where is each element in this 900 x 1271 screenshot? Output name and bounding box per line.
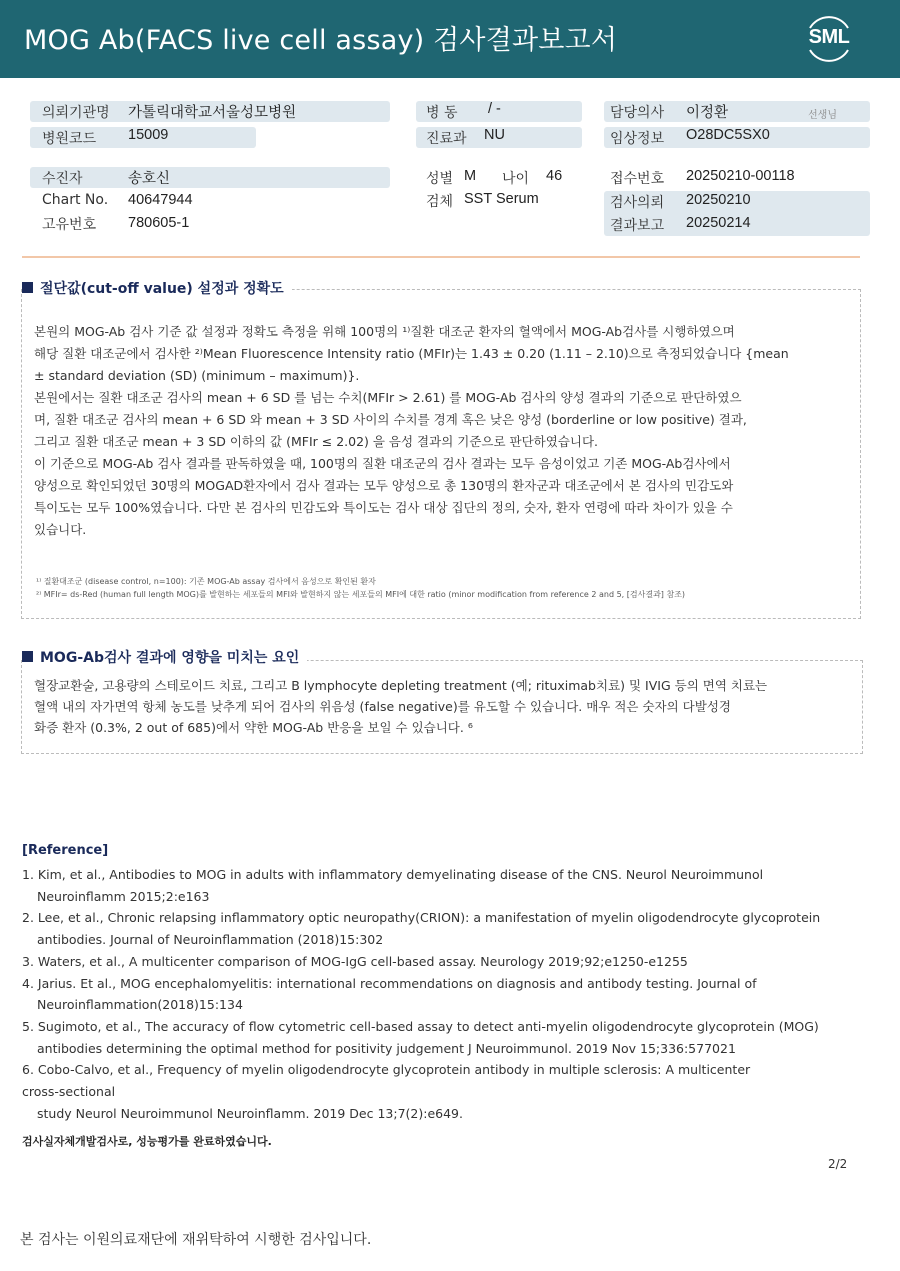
reference-line: Neuroinflammation(2018)15:134 xyxy=(37,997,243,1013)
clinical-value: O28DC5SX0 xyxy=(686,127,770,143)
hospital-code-value: 15009 xyxy=(128,127,169,143)
section1-line: 며, 질환 대조군 검사의 mean + 6 SD 와 mean + 3 SD 사이의 수치를 경계 혹은 낮은 양성 (borderline or low positive) 결과, xyxy=(34,412,747,427)
section-square-icon xyxy=(22,282,33,293)
doctor-value: 이정환 xyxy=(686,105,729,121)
uid-label: 고유번호 xyxy=(42,217,97,233)
section1-title xyxy=(22,278,292,298)
age-label: 나이 xyxy=(502,171,530,187)
validation-note: 검사실자체개발검사로, 성능평가를 완료하였습니다. xyxy=(22,1135,272,1148)
section1-line: 그리고 질환 대조군 mean + 3 SD 이하의 값 (MFIr ≤ 2.02) 을 음성 결과의 기준으로 판단하였습니다. xyxy=(34,434,599,449)
receipt-label: 접수번호 xyxy=(610,171,665,187)
section2-line: 혈액 내의 자가면역 항체 농도를 낮추게 되어 검사의 위음성 (false negative)를 유도할 수 있습니다. 매우 적은 숫자의 다발성경 xyxy=(34,699,731,714)
reference-line: 6. Cobo-Calvo, et al., Frequency of myelin oligodendrocyte glycoprotein antibody in multiple sclerosis: A multicenter xyxy=(22,1062,751,1078)
section2-title-text: MOG-Ab검사 결과에 영향을 미치는 요인 xyxy=(40,650,300,666)
request-label: 검사의뢰 xyxy=(610,195,665,211)
reference-line: 2. Lee, et al., Chronic relapsing inflammatory optic neuropathy(CRION): a manifestation of myelin oligodendrocyte glycoprotein xyxy=(22,910,821,926)
reference-line: 3. Waters, et al., A multicenter comparison of MOG-IgG cell-based assay. Neurology 2019;92;e1250-e1255 xyxy=(22,953,688,969)
sex-label: 성별 xyxy=(426,171,454,187)
chart-value: 40647944 xyxy=(128,192,193,208)
specimen-value: SST Serum xyxy=(464,191,539,207)
section1-body xyxy=(34,321,849,541)
section2-line: 혈장교환술, 고용량의 스테로이드 치료, 그리고 B lymphocyte depleting treatment (예; rituximab치료) 및 IVIG 등의 면역 치료는 xyxy=(34,678,768,693)
reference-heading: [Reference] xyxy=(22,843,109,858)
section1-title-text: 절단값(cut-off value) 설정과 정확도 xyxy=(40,281,284,297)
reference-line: antibodies determining the optimal method for positivity judgement J Neuroimmunol. 2019 Nov 15;336:577021 xyxy=(37,1040,736,1056)
reference-line: 1. Kim, et al., Antibodies to MOG in adults with inflammatory demyelinating disease of the CNS. Neurol Neuroimmunol xyxy=(22,867,764,882)
section1-line: 이 기준으로 MOG-Ab 검사 결과를 판독하였을 때, 100명의 질환 대조군의 검사 결과는 모두 음성이었고 기존 MOG-Ab검사에서 xyxy=(34,456,731,471)
footnote-1: ¹⁾ 질환대조군 (disease control, n=100): 기존 MOG-Ab assay 검사에서 음성으로 확인된 환자 xyxy=(36,577,376,586)
section-square-icon xyxy=(22,651,33,662)
doctor-suffix: 선생님 xyxy=(808,110,837,121)
reference-line: antibodies. Journal of Neuroinflammation (2018)15:302 xyxy=(37,932,384,948)
patient-pill xyxy=(30,167,390,188)
reference-line: 5. Sugimoto, et al., The accuracy of flow cytometric cell-based assay to detect anti-myelin oligodendrocyte glycoprotein (MOG) xyxy=(22,1018,819,1034)
chart-label: Chart No. xyxy=(42,192,109,208)
section1-line: 특이도는 모두 100%였습니다. 다만 본 검사의 민감도와 특이도는 검사 대상 집단의 정의, 숫자, 환자 연령에 따라 차이가 있을 수 xyxy=(34,500,733,515)
reference-list xyxy=(22,864,867,1124)
section1-line: 해당 질환 대조군에서 검사한 ²⁾Mean Fluorescence Intensity ratio (MFIr)는 1.43 ± 0.20 (1.11 – 2.10)으로 측정되었습니다 {mean xyxy=(34,346,789,361)
report-title: MOG Ab(FACS live cell assay) 검사결과보고서 xyxy=(24,25,618,56)
section1-line: 본원의 MOG-Ab 검사 기준 값 설정과 정확도 측정을 위해 100명의 ¹⁾질환 대조군 환자의 혈액에서 MOG-Ab검사를 시행하였으며 xyxy=(34,324,735,339)
footnote-2: ²⁾ MFIr= ds-Red (human full length MOG)를 발현하는 세포들의 MFI와 발현하지 않는 세포들의 MFI에 대한 ratio (minor modification from reference 2 and 5, [검사결과] 참조) xyxy=(36,590,686,599)
ward-value: / - xyxy=(488,101,501,117)
dept-label: 진료과 xyxy=(426,131,467,147)
section2-body xyxy=(34,675,849,738)
section1-line: 본원에서는 질환 대조군 검사의 mean + 6 SD 를 넘는 수치(MFIr > 2.61) 를 MOG-Ab 검사의 양성 결과의 기준으로 판단하였으 xyxy=(34,390,742,405)
request-value: 20250210 xyxy=(686,192,751,208)
reference-line: cross-sectional xyxy=(22,1084,116,1100)
bottom-note: 본 검사는 이원의료재단에 재위탁하여 시행한 검사입니다. xyxy=(20,1232,372,1248)
receipt-value: 20250210-00118 xyxy=(686,168,795,184)
reference-line: 4. Jarius. Et al., MOG encephalomyelitis: international recommendations on diagnosis and antibody testing. Journal of xyxy=(22,975,757,991)
doctor-label: 담당의사 xyxy=(610,105,665,121)
report-header xyxy=(0,0,900,78)
header-divider xyxy=(22,256,860,258)
sex-value: M xyxy=(464,168,477,184)
hospital-code-label: 병원코드 xyxy=(42,131,97,147)
section2-line: 화증 환자 (0.3%, 2 out of 685)에서 약한 MOG-Ab 반응을 보일 수 있습니다. ⁶ xyxy=(34,720,473,735)
reference-line: study Neurol Neuroimmunol Neuroinflamm. 2019 Dec 13;7(2):e649. xyxy=(37,1105,463,1121)
clinical-label: 임상정보 xyxy=(610,131,665,147)
page-number: 2/2 xyxy=(828,1157,848,1171)
section1-line: 있습니다. xyxy=(34,522,87,537)
logo-text: SML xyxy=(808,26,850,48)
report-label: 결과보고 xyxy=(610,218,665,234)
section2-title xyxy=(22,647,307,667)
patient-label: 수진자 xyxy=(42,171,83,187)
patient-value: 송호신 xyxy=(128,171,171,187)
section1-line: ± standard deviation (SD) (minimum – maximum)}. xyxy=(34,368,360,383)
specimen-label: 검체 xyxy=(426,194,454,210)
sml-logo xyxy=(802,14,856,64)
institution-value: 가톨릭대학교서울성모병원 xyxy=(128,105,297,121)
uid-value: 780605-1 xyxy=(128,215,190,231)
age-value: 46 xyxy=(546,168,563,184)
report-value: 20250214 xyxy=(686,215,751,231)
section1-line: 양성으로 확인되었던 30명의 MOGAD환자에서 검사 결과는 모두 양성으로 총 130명의 환자군과 대조군에서 본 검사의 민감도와 xyxy=(34,478,734,493)
reference-line: Neuroinflamm 2015;2:e163 xyxy=(37,888,210,904)
institution-label: 의뢰기관명 xyxy=(42,105,110,121)
ward-label: 병 동 xyxy=(426,105,458,121)
dept-value: NU xyxy=(484,127,505,143)
